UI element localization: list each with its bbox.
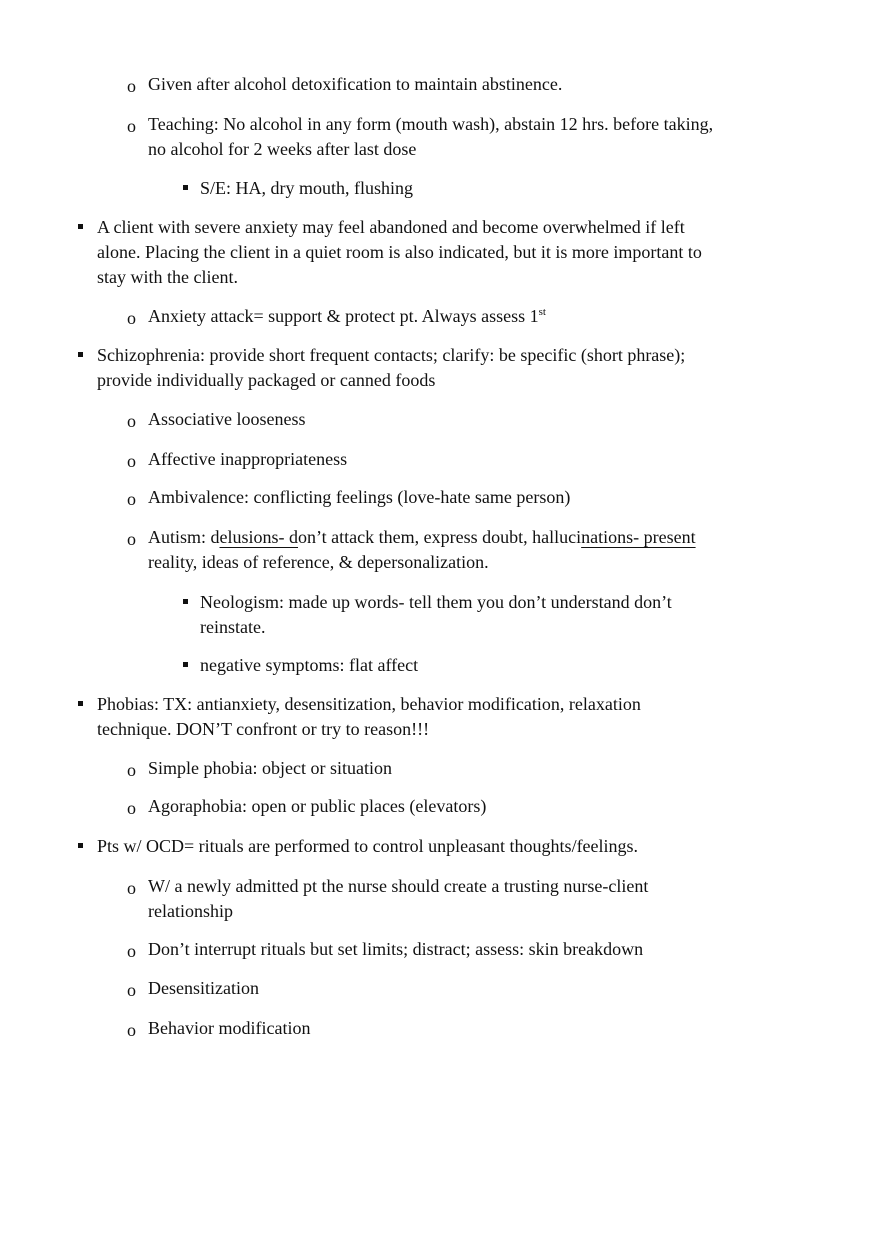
note-line: Desensitization bbox=[148, 978, 259, 998]
note-line: reinstate. bbox=[200, 617, 266, 637]
note-line bbox=[148, 304, 546, 329]
note-text: Autism: d bbox=[148, 527, 220, 547]
square-bullet-marker bbox=[183, 599, 188, 604]
square-bullet-marker bbox=[78, 843, 83, 848]
note-line: alone. Placing the client in a quiet room is also indicated, but it is more important to bbox=[97, 242, 702, 262]
sub-bullet-marker: o bbox=[127, 941, 136, 961]
note-line: A client with severe anxiety may feel abandoned and become overwhelmed if left bbox=[97, 217, 685, 237]
note-line: reality, ideas of reference, & depersonalization. bbox=[148, 552, 489, 572]
sub-bullet-marker: o bbox=[127, 308, 136, 328]
note-line: Ambivalence: conflicting feelings (love-hate same person) bbox=[148, 487, 571, 507]
square-bullet-marker bbox=[78, 352, 83, 357]
note-line: S/E: HA, dry mouth, flushing bbox=[200, 178, 414, 198]
note-line: Schizophrenia: provide short frequent contacts; clarify: be specific (short phrase); bbox=[97, 345, 686, 365]
note-line: Simple phobia: object or situation bbox=[148, 758, 392, 778]
note-line: Pts w/ OCD= rituals are performed to control unpleasant thoughts/feelings. bbox=[97, 836, 639, 856]
note-line: stay with the client. bbox=[97, 267, 238, 287]
note-line bbox=[148, 525, 696, 550]
note-line: Behavior modification bbox=[148, 1018, 311, 1038]
sub-bullet-marker: o bbox=[127, 451, 136, 471]
square-bullet-marker bbox=[78, 224, 83, 229]
note-text: Anxiety attack= support & protect pt. Always assess 1 bbox=[148, 306, 539, 326]
note-line: Phobias: TX: antianxiety, desensitization, behavior modification, relaxation bbox=[97, 694, 641, 714]
note-line: negative symptoms: flat affect bbox=[200, 655, 419, 675]
superscript: st bbox=[538, 306, 546, 318]
note-line: Neologism: made up words- tell them you don’t understand don’t bbox=[200, 592, 672, 612]
note-line: Associative looseness bbox=[148, 409, 306, 429]
sub-bullet-marker: o bbox=[127, 116, 136, 136]
note-line: technique. DON’T confront or try to reason!!! bbox=[97, 719, 430, 739]
sub-bullet-marker: o bbox=[127, 878, 136, 898]
square-bullet-marker bbox=[183, 185, 188, 190]
square-bullet-marker bbox=[183, 662, 188, 667]
note-text: on’t attack them, express doubt, halluci bbox=[298, 527, 582, 547]
note-line: W/ a newly admitted pt the nurse should create a trusting nurse-client bbox=[148, 876, 649, 896]
sub-bullet-marker: o bbox=[127, 489, 136, 509]
note-line: no alcohol for 2 weeks after last dose bbox=[148, 139, 417, 159]
square-bullet-marker bbox=[78, 701, 83, 706]
sub-bullet-marker: o bbox=[127, 980, 136, 1000]
sub-bullet-marker: o bbox=[127, 798, 136, 818]
sub-bullet-marker: o bbox=[127, 411, 136, 431]
sub-bullet-marker: o bbox=[127, 76, 136, 96]
note-line: provide individually packaged or canned foods bbox=[97, 370, 436, 390]
sub-bullet-marker: o bbox=[127, 1020, 136, 1040]
note-line: Teaching: No alcohol in any form (mouth wash), abstain 12 hrs. before taking, bbox=[148, 114, 714, 134]
note-line: Affective inappropriateness bbox=[148, 449, 348, 469]
note-line: Agoraphobia: open or public places (elevators) bbox=[148, 796, 487, 816]
note-line: Given after alcohol detoxification to maintain abstinence. bbox=[148, 74, 563, 94]
sub-bullet-marker: o bbox=[127, 529, 136, 549]
note-line: relationship bbox=[148, 901, 233, 921]
underlined-text: nations- present bbox=[581, 527, 696, 547]
note-line: Don’t interrupt rituals but set limits; distract; assess: skin breakdown bbox=[148, 939, 644, 959]
underlined-text: elusions- d bbox=[219, 527, 299, 547]
sub-bullet-marker: o bbox=[127, 760, 136, 780]
